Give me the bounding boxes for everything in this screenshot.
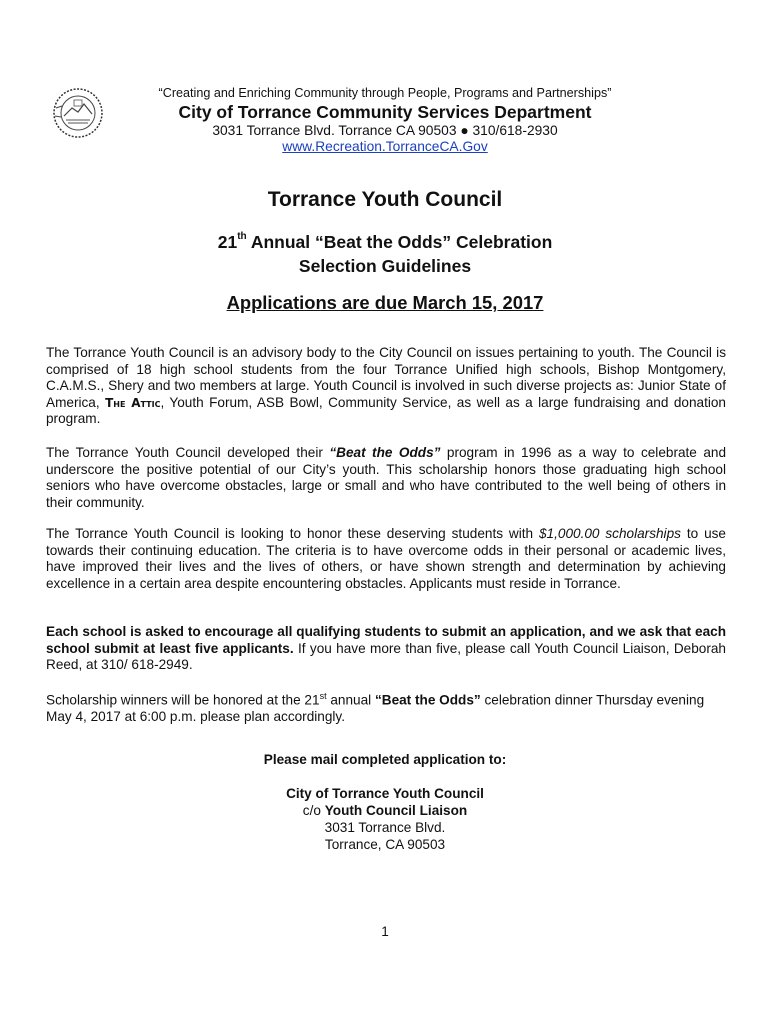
page-number: 1: [381, 924, 389, 939]
tagline: “Creating and Enriching Community through People, Programs and Partnerships”: [158, 86, 612, 100]
page-title: Torrance Youth Council: [267, 188, 503, 211]
department-address: 3031 Torrance Blvd. Torrance CA 90503 ● 310/618-2930: [212, 123, 558, 138]
scholarship-text-1: The Torrance Youth Council is looking to honor these deserving students with: [46, 526, 539, 541]
care-of-liaison: Youth Council Liaison: [324, 803, 468, 818]
website-link[interactable]: www.Recreation.TorranceCA.Gov: [282, 139, 488, 154]
the-attic-name: The Attic: [105, 395, 161, 410]
care-of-prefix: c/o: [302, 803, 325, 818]
scholarship-text-2: to use towards their continuing education. The criteria is to have overcome odds in their personal or academic lives, have improved their lives and the lives of others, or have shown strength and determination by achieving excellence in a certain area despite encountering obstacles. Applicants must reside in Torrance.: [46, 526, 726, 591]
program-text-1: The Torrance Youth Council developed their: [46, 445, 330, 460]
mailing-recipient: City of Torrance Youth Council: [286, 786, 484, 801]
event-name: “Beat the Odds”: [374, 692, 481, 708]
subtitle-rest: Annual “Beat the Odds” Celebration: [246, 232, 553, 252]
intro-text-2: , Youth Forum, ASB Bowl, Community Service, as well as a large fundraising and donation program.: [46, 394, 726, 427]
intro-text-1: The Torrance Youth Council is an advisory body to the City Council on issues pertaining to youth. The Council is comprised of 18 high school students from the four Torrance Unified high schools, Bishop Montgomery, C.A.M.S., Shery and two members at large. Youth Council is involved in such diverse projects as: Junior State of America,: [46, 345, 726, 410]
department-name: City of Torrance Community Services Department: [178, 102, 592, 122]
subtitle-line-2: Selection Guidelines: [298, 256, 472, 276]
scholarship-paragraph: [46, 526, 726, 592]
celebration-paragraph: [46, 688, 726, 726]
program-name: “Beat the Odds”: [329, 445, 441, 460]
mailing-street: 3031 Torrance Blvd.: [324, 820, 446, 835]
city-seal-icon: [52, 86, 104, 140]
program-text-2: program in 1996 as a way to celebrate and underscore the positive potential of our City’s youth. This scholarship honors those graduating high school seniors who have overcome obstacles, large or small and who have contributed to the well being of others in their community.: [46, 445, 727, 510]
subtitle-ordinal: 21: [217, 232, 238, 252]
mailing-care-of: [0, 803, 770, 818]
celebration-text-1: Scholarship winners will be honored at the 21: [46, 692, 320, 708]
program-paragraph: [46, 445, 726, 511]
celebration-ordinal-suffix: st: [319, 691, 327, 701]
due-date-heading: Applications are due March 15, 2017: [226, 292, 544, 313]
scholarship-amount: $1,000.00 scholarships: [539, 526, 681, 541]
celebration-text-2: annual: [326, 692, 375, 708]
mailing-heading: Please mail completed application to:: [263, 752, 507, 767]
mailing-city: Torrance, CA 90503: [324, 837, 446, 852]
intro-paragraph: [46, 345, 726, 428]
submission-paragraph: [46, 624, 726, 674]
subtitle-ordinal-suffix: th: [237, 231, 247, 243]
submission-bold-text: Each school is asked to encourage all qualifying students to submit an application, and we ask that each school submit at least five applicants.: [46, 624, 726, 656]
subtitle-line-1: [0, 232, 770, 253]
submission-text: If you have more than five, please call Youth Council Liaison, Deborah Reed, at 310/ 618-2949.: [46, 640, 726, 673]
celebration-text-3: celebration dinner Thursday evening May 4, 2017 at 6:00 p.m. please plan accordingly.: [46, 692, 705, 725]
